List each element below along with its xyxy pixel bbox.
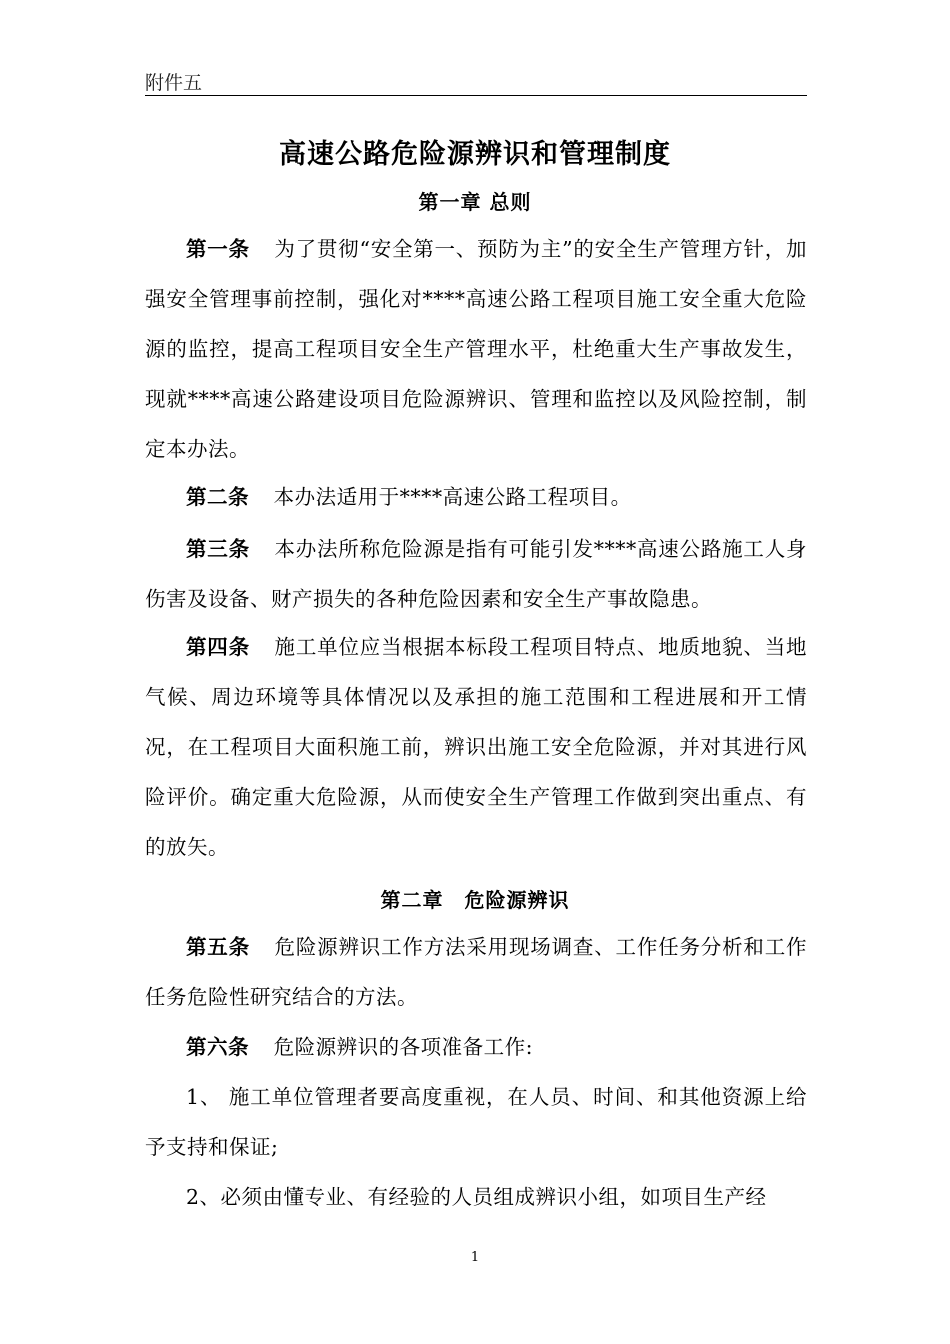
article-text: 本办法适用于****高速公路工程项目。	[273, 485, 632, 509]
article-text: 施工单位应当根据本标段工程项目特点、地质地貌、当地气候、周边环境等具体情况以及承担的施工范围和工程进展和开工情况，在工程项目大面积施工前，辨识出施工安全危险源，并对其进行风险评价。确定重大危险源，从而使安全生产管理工作做到突出重点、有的放矢。	[145, 635, 808, 859]
article-paragraph	[145, 224, 807, 474]
article-paragraph	[145, 1022, 807, 1072]
chapter-heading-1: 第一章 总则	[418, 190, 532, 214]
article-paragraph	[145, 524, 807, 624]
article-paragraph	[145, 922, 807, 1022]
list-item-text: 2、必须由懂专业、有经验的人员组成辨识小组，如项目生产经	[186, 1185, 767, 1209]
document-title: 高速公路危险源辨识和管理制度	[279, 139, 671, 170]
article-label: 第二条	[186, 485, 249, 509]
article-text: 为了贯彻“安全第一、预防为主”的安全生产管理方针，加强安全管理事前控制，强化对****高速公路工程项目施工安全重大危险源的监控，提高工程项目安全生产管理水平，杜绝重大生产事故发生，现就****高速公路建设项目危险源辨识、管理和监控以及风险控制，制定本办法。	[145, 237, 807, 461]
list-item-paragraph	[145, 1172, 807, 1222]
article-text: 本办法所称危险源是指有可能引发****高速公路施工人身伤害及设备、财产损失的各种危险因素和安全生产事故隐患。	[145, 537, 808, 611]
page-number: 1	[470, 1250, 480, 1265]
article-label: 第四条	[186, 635, 250, 659]
chapter-heading-2: 第二章 危险源辨识	[380, 888, 570, 912]
article-text: 危险源辨识的各项准备工作:	[273, 1035, 533, 1059]
header-label: 附件五	[145, 72, 203, 94]
article-label: 第六条	[186, 1035, 249, 1059]
article-paragraph	[145, 472, 807, 522]
article-paragraph	[145, 622, 807, 872]
article-label: 第三条	[186, 537, 250, 561]
header-rule	[145, 95, 807, 96]
list-item-text: 1、 施工单位管理者要高度重视，在人员、时间、和其他资源上给予支持和保证;	[145, 1085, 807, 1159]
list-item-paragraph	[145, 1072, 807, 1172]
article-text: 危险源辨识工作方法采用现场调查、工作任务分析和工作任务危险性研究结合的方法。	[145, 935, 808, 1009]
article-label: 第五条	[186, 935, 250, 959]
article-label: 第一条	[186, 237, 250, 261]
